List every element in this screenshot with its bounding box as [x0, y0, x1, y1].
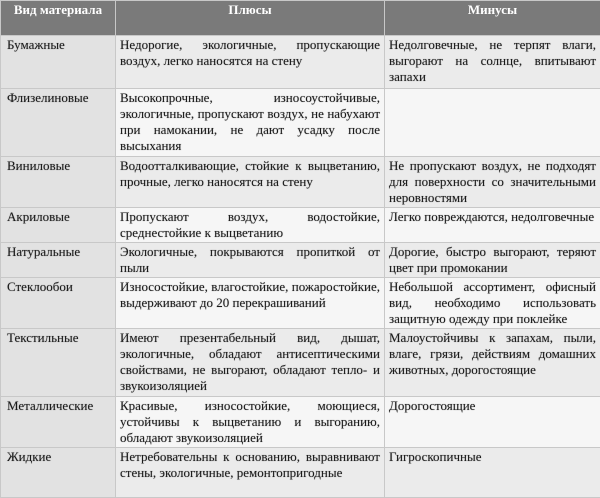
pros-cell: Красивые, износостойкие, моющиеся, устойчивы к выцветанию и выгоранию, обладают звукоизоляцией: [116, 397, 385, 448]
material-type-cell: Натуральные: [1, 243, 116, 278]
pros-cell: Пропускают воздух, водостойкие, среднестойкие к выцветанию: [116, 208, 385, 243]
header-material-type: Вид материала: [1, 1, 116, 36]
table-row: [1, 208, 600, 243]
table-row: [1, 397, 600, 448]
table-row: [1, 243, 600, 278]
cons-cell: Легко повреждаются, недолговечные: [385, 208, 600, 243]
table-row: [1, 89, 600, 157]
material-type-cell: Флизелиновые: [1, 89, 116, 157]
pros-cell: Износостойкие, влагостойкие, пожаростойкие, выдерживают до 20 перекрашиваний: [116, 278, 385, 329]
cons-cell: Не пропускают воздух, не подходят для поверхности со значительными неровностями: [385, 157, 600, 208]
cons-cell: [385, 89, 600, 157]
header-cons: Минусы: [385, 1, 600, 36]
material-type-cell: Бумажные: [1, 36, 116, 89]
pros-cell: Имеют презентабельный вид, дышат, экологичные, обладают антисептическими свойствами, не выгорают, обладают тепло- и звукоизоляцией: [116, 329, 385, 397]
cons-cell: Небольшой ассортимент, офисный вид, необходимо использовать защитную одежду при поклейке: [385, 278, 600, 329]
pros-cell: Высокопрочные, износоустойчивые, экологичные, пропускают воздух, не набухают при намокании, не дают усадку после высыхания: [116, 89, 385, 157]
table-row: [1, 36, 600, 89]
table-row: [1, 329, 600, 397]
material-type-cell: Текстильные: [1, 329, 116, 397]
pros-cell: Экологичные, покрываются пропиткой от пыли: [116, 243, 385, 278]
cons-cell: Гигроскопичные: [385, 448, 600, 498]
pros-cell: Водоотталкивающие, стойкие к выцветанию, прочные, легко наносятся на стену: [116, 157, 385, 208]
pros-cell: Недорогие, экологичные, пропускающие воздух, легко наносятся на стену: [116, 36, 385, 89]
material-type-cell: Виниловые: [1, 157, 116, 208]
cons-cell: Дорогостоящие: [385, 397, 600, 448]
table-row: [1, 278, 600, 329]
cons-cell: Недолговечные, не терпят влаги, выгорают на солнце, впитывают запахи: [385, 36, 600, 89]
material-type-cell: Металлические: [1, 397, 116, 448]
material-type-cell: Акриловые: [1, 208, 116, 243]
material-type-cell: Стеклообои: [1, 278, 116, 329]
header-pros: Плюсы: [116, 1, 385, 36]
material-type-cell: Жидкие: [1, 448, 116, 498]
table-header-row: [1, 1, 600, 36]
cons-cell: Малоустойчивы к запахам, пыли, влаге, грязи, действиям домашних животных, дорогостоящие: [385, 329, 600, 397]
table-row: [1, 157, 600, 208]
pros-cell: Нетребовательны к основанию, выравнивают стены, экологичные, ремонтопригодные: [116, 448, 385, 498]
table-row: [1, 448, 600, 498]
cons-cell: Дорогие, быстро выгорают, теряют цвет при промокании: [385, 243, 600, 278]
